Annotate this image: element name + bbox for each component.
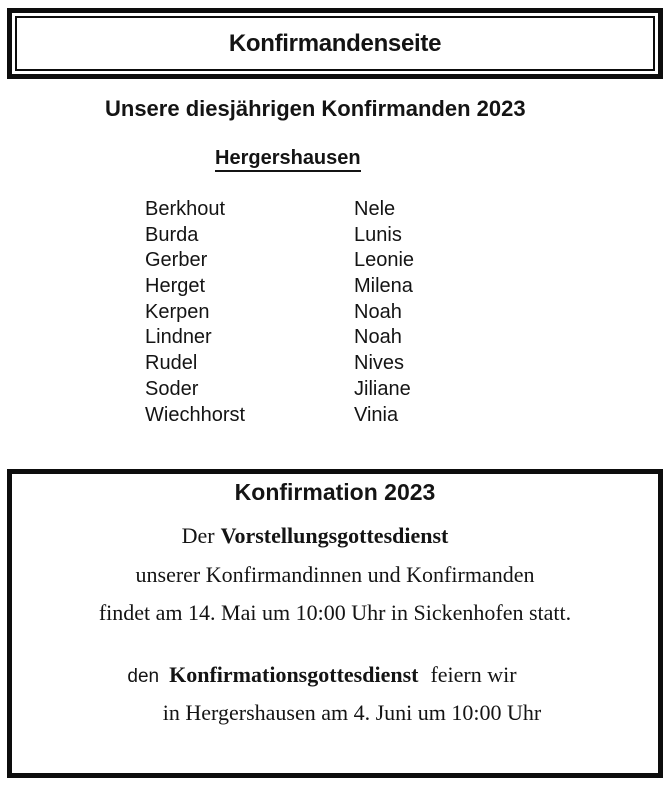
- confirmand-row: [145, 248, 525, 274]
- announcement-line-findet: findet am 14. Mai um 10:00 Uhr in Sickenhofen statt.: [98, 600, 572, 625]
- confirmand-row: [145, 197, 525, 223]
- group-heading-text: Hergershausen: [215, 147, 361, 172]
- confirmand-first-name: Vinia: [354, 403, 399, 426]
- confirmand-row: [145, 377, 525, 403]
- confirmand-first-name: Lunis: [354, 223, 402, 246]
- confirmand-first-name: Nives: [354, 352, 405, 375]
- page-title-box-inner: [15, 16, 655, 71]
- confirmand-first-name: Milena: [354, 275, 413, 298]
- confirmands-list: [145, 197, 525, 428]
- confirmand-first-name: Noah: [354, 300, 402, 323]
- confirmand-last-name: Wiechhorst: [145, 403, 246, 426]
- announcement-line-konfirmationsgottesdienst: [0, 660, 645, 692]
- group-heading: [215, 147, 361, 172]
- confirmand-row: [145, 403, 525, 429]
- announcement-line4-bold: Konfirmationsgottesdienst: [169, 662, 419, 687]
- confirmand-first-name: Nele: [354, 198, 396, 220]
- confirmand-row: [145, 274, 525, 300]
- page-title: Konfirmandenseite: [228, 29, 442, 57]
- konfirmation-announcement-box: [7, 469, 663, 778]
- announcement-line-unserer: unserer Konfirmandinnen und Konfirmanden: [135, 562, 535, 587]
- confirmand-last-name: Kerpen: [145, 300, 210, 323]
- announcement-line1-prefix: Der: [181, 523, 215, 548]
- announcement-line1-bold: Vorstellungsgottesdienst: [220, 523, 449, 548]
- confirmand-last-name: Rudel: [145, 352, 198, 375]
- confirmand-last-name: Berkhout: [145, 198, 226, 220]
- announcement-line-vorstellungsgottesdienst: [0, 521, 638, 551]
- confirmand-last-name: Burda: [145, 223, 199, 246]
- confirmand-first-name: Noah: [354, 326, 402, 349]
- confirmand-first-name: Leonie: [354, 249, 415, 272]
- confirmands-year-heading: Unsere diesjährigen Konfirmanden 2023: [105, 96, 526, 121]
- confirmand-last-name: Soder: [145, 377, 199, 400]
- confirmand-first-name: Jiliane: [354, 377, 411, 400]
- confirmand-last-name: Herget: [145, 275, 206, 298]
- confirmand-row: [145, 223, 525, 249]
- confirmand-row: [145, 351, 525, 377]
- confirmand-row: [145, 300, 525, 326]
- confirmand-row: [145, 325, 525, 351]
- page-title-box: [7, 8, 663, 79]
- announcement-line-hergershausen: in Hergershausen am 4. Juni um 10:00 Uhr: [162, 700, 542, 725]
- confirmand-last-name: Gerber: [145, 249, 208, 272]
- announcement-line4-suffix: feiern wir: [430, 662, 517, 687]
- confirmand-last-name: Lindner: [145, 326, 212, 349]
- announcement-title: Konfirmation 2023: [234, 479, 436, 505]
- announcement-line4-prefix: den: [127, 666, 160, 687]
